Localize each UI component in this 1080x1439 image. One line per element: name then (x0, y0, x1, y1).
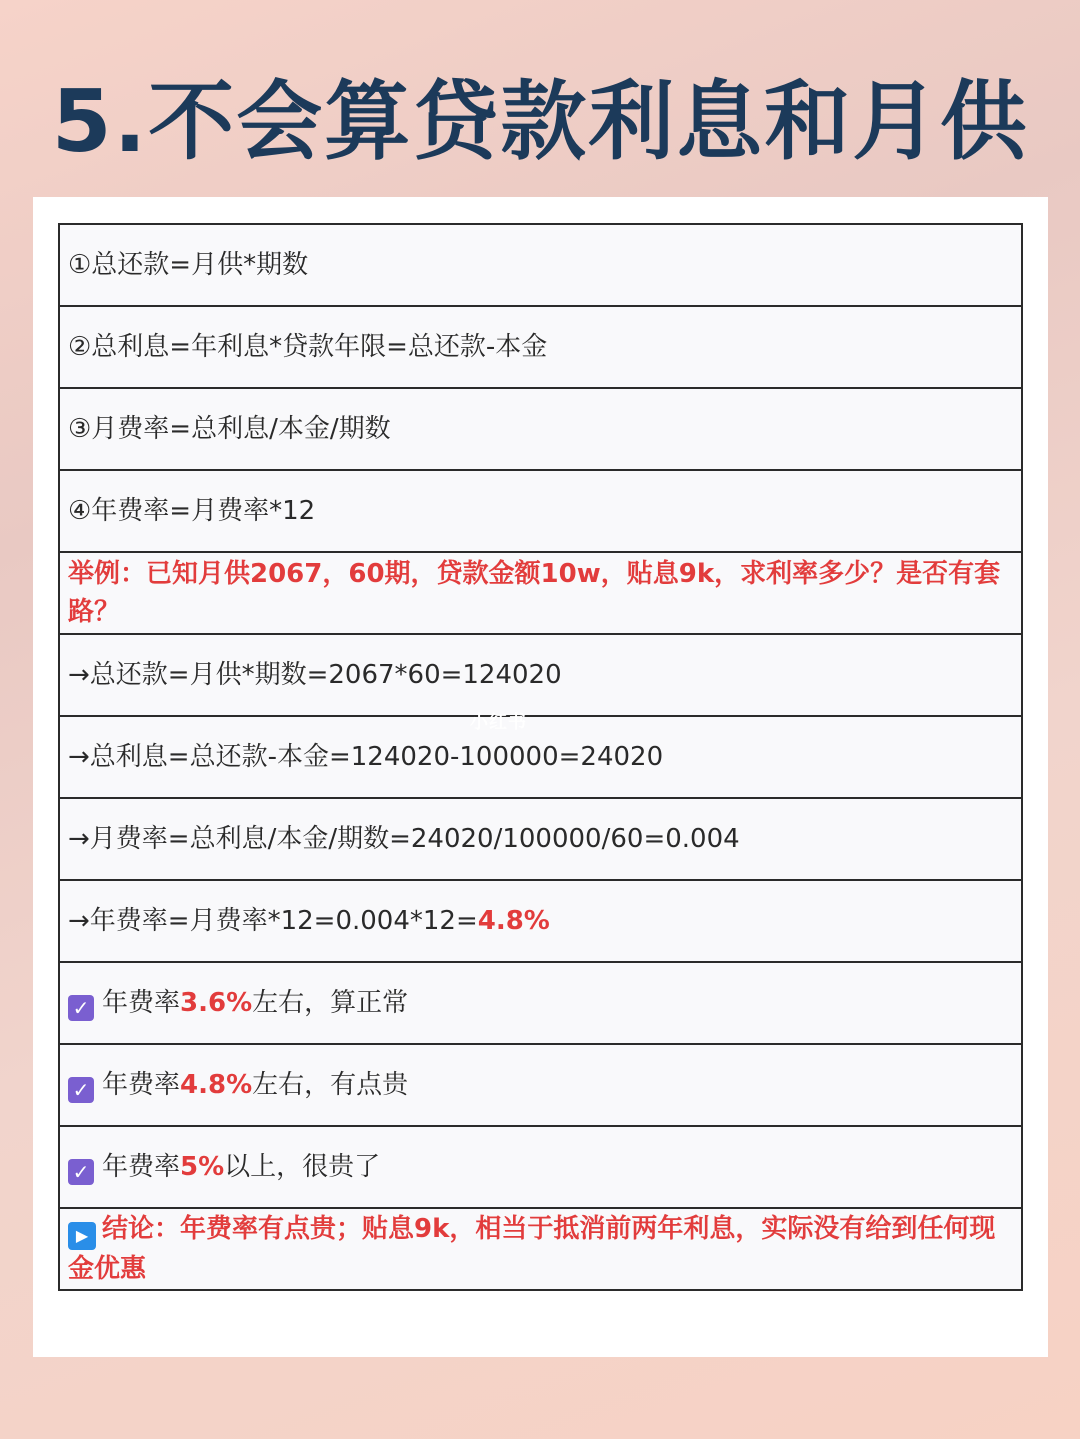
checkbox-checked-icon: ✓ (68, 1077, 94, 1103)
watermark: 小红书 (470, 712, 527, 733)
rate-value: 5% (180, 1152, 225, 1182)
formula-row: ④年费率=月费率*12 (59, 470, 1022, 552)
highlight-value: 4.8% (477, 906, 550, 936)
formula-card (33, 197, 1048, 1357)
conclusion-text: 结论：年费率有点贵；贴息9k，相当于抵消前两年利息，实际没有给到任何现金优惠 (68, 1214, 996, 1284)
rate-comment: 以上，很贵了 (224, 1152, 381, 1182)
rate-label: 年费率 (102, 1070, 181, 1100)
formula-row: ②总利息=年利息*贷款年限=总还款-本金 (59, 306, 1022, 388)
rate-value: 4.8% (180, 1070, 253, 1100)
rate-level-row (59, 962, 1022, 1044)
calc-row: →月费率=总利息/本金/期数=24020/100000/60=0.004 (59, 798, 1022, 880)
play-icon: ▶ (68, 1222, 96, 1250)
page-title: 5.不会算贷款利息和月供 (51, 72, 1029, 172)
formula-table (58, 223, 1023, 1291)
rate-label: 年费率 (102, 988, 181, 1018)
calc-row (59, 880, 1022, 962)
rate-comment: 左右，有点贵 (252, 1070, 409, 1100)
example-question-row: 举例：已知月供2067，60期，贷款金额10w，贴息9k，求利率多少？是否有套路？ (59, 552, 1022, 634)
calc-row: →总还款=月供*期数=2067*60=124020 (59, 634, 1022, 716)
checkbox-checked-icon: ✓ (68, 995, 94, 1021)
rate-level-row (59, 1126, 1022, 1208)
conclusion-row (59, 1208, 1022, 1290)
formula-row: ①总还款=月供*期数 (59, 224, 1022, 306)
checkbox-checked-icon: ✓ (68, 1159, 94, 1185)
rate-value: 3.6% (180, 988, 253, 1018)
rate-label: 年费率 (102, 1152, 181, 1182)
calc-row: →总利息=总还款-本金=124020-100000=24020 (59, 716, 1022, 798)
formula-row: ③月费率=总利息/本金/期数 (59, 388, 1022, 470)
rate-level-row (59, 1044, 1022, 1126)
calc-text: →年费率=月费率*12=0.004*12= (68, 906, 478, 936)
rate-comment: 左右，算正常 (252, 988, 409, 1018)
